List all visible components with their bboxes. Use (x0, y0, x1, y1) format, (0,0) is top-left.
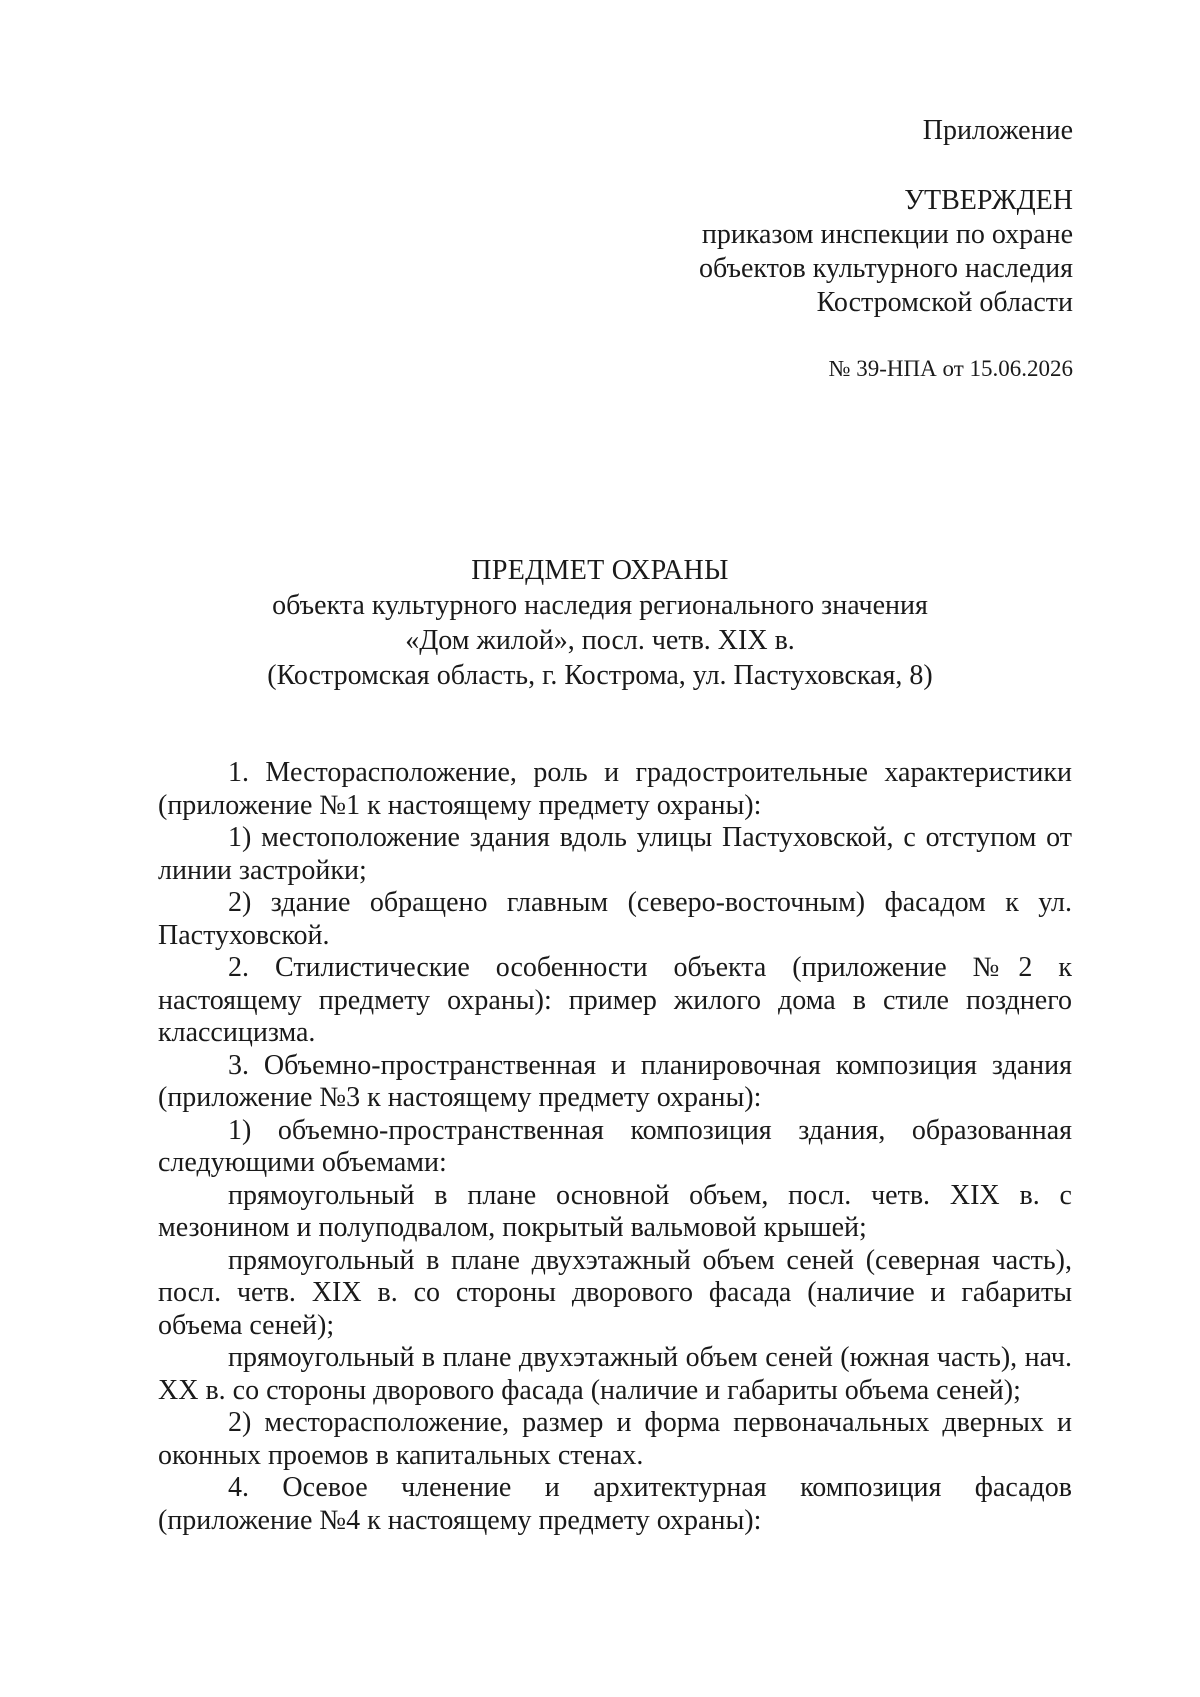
document-subtitle-line: (Костромская область, г. Кострома, ул. Пастуховская, 8) (267, 660, 933, 691)
body-paragraph: 2) здание обращено главным (северо-восточным) фасадом к ул. Пастуховской. (158, 887, 1072, 951)
appendix-label (923, 114, 1073, 148)
order-number-text: № 39-НПА от 15.06.2026 (828, 356, 1073, 381)
body-paragraph: 2. Стилистические особенности объекта (приложение №2 к настоящему предмету охраны): пример жилого дома в стиле позднего классицизма. (158, 952, 1072, 1048)
order-number (829, 352, 1073, 386)
body-paragraph: 1) местоположение здания вдоль улицы Пастуховской, с отступом от линии застройки; (158, 822, 1072, 886)
body-paragraph: 3. Объемно-пространственная и планировочная композиция здания (приложение №3 к настоящему предмету охраны): (158, 1049, 1072, 1113)
approval-line: объектов культурного наследия (698, 253, 1073, 284)
approval-block (699, 184, 1073, 320)
body-paragraph: прямоугольный в плане двухэтажный объем сеней (северная часть), посл. четв. XIX в. со стороны дворового фасада (наличие и габариты объема сеней); (158, 1244, 1072, 1341)
document-title-block (0, 553, 1200, 693)
approval-line: Костромской области (816, 287, 1073, 318)
document-subtitle-line: «Дом жилой», посл. четв. XIX в. (405, 625, 795, 656)
approval-line: УТВЕРЖДЕН (904, 185, 1073, 216)
document-subtitle-line: объекта культурного наследия регионального значения (272, 590, 928, 621)
document-title: ПРЕДМЕТ ОХРАНЫ (471, 555, 729, 586)
body-paragraph: прямоугольный в плане основной объем, посл. четв. XIX в. с мезонином и полуподвалом, покрытый вальмовой крышей; (158, 1179, 1072, 1243)
body-paragraph: 1. Месторасположение, роль и градостроительные характеристики (приложение №1 к настоящему предмету охраны): (158, 757, 1072, 821)
body-paragraph: прямоугольный в плане двухэтажный объем сеней (южная часть), нач. XX в. со стороны дворового фасада (наличие и габариты объема сеней); (158, 1342, 1072, 1406)
document-body (158, 757, 1072, 1537)
body-paragraph: 1) объемно-пространственная композиция здания, образованная следующими объемами: (158, 1114, 1072, 1178)
body-paragraph: 4. Осевое членение и архитектурная композиция фасадов (приложение №4 к настоящему предмету охраны): (158, 1472, 1072, 1536)
appendix-label-text: Приложение (922, 115, 1073, 146)
body-paragraph: 2) месторасположение, размер и форма первоначальных дверных и оконных проемов в капитальных стенах. (158, 1407, 1072, 1471)
approval-line: приказом инспекции по охране (701, 219, 1073, 250)
